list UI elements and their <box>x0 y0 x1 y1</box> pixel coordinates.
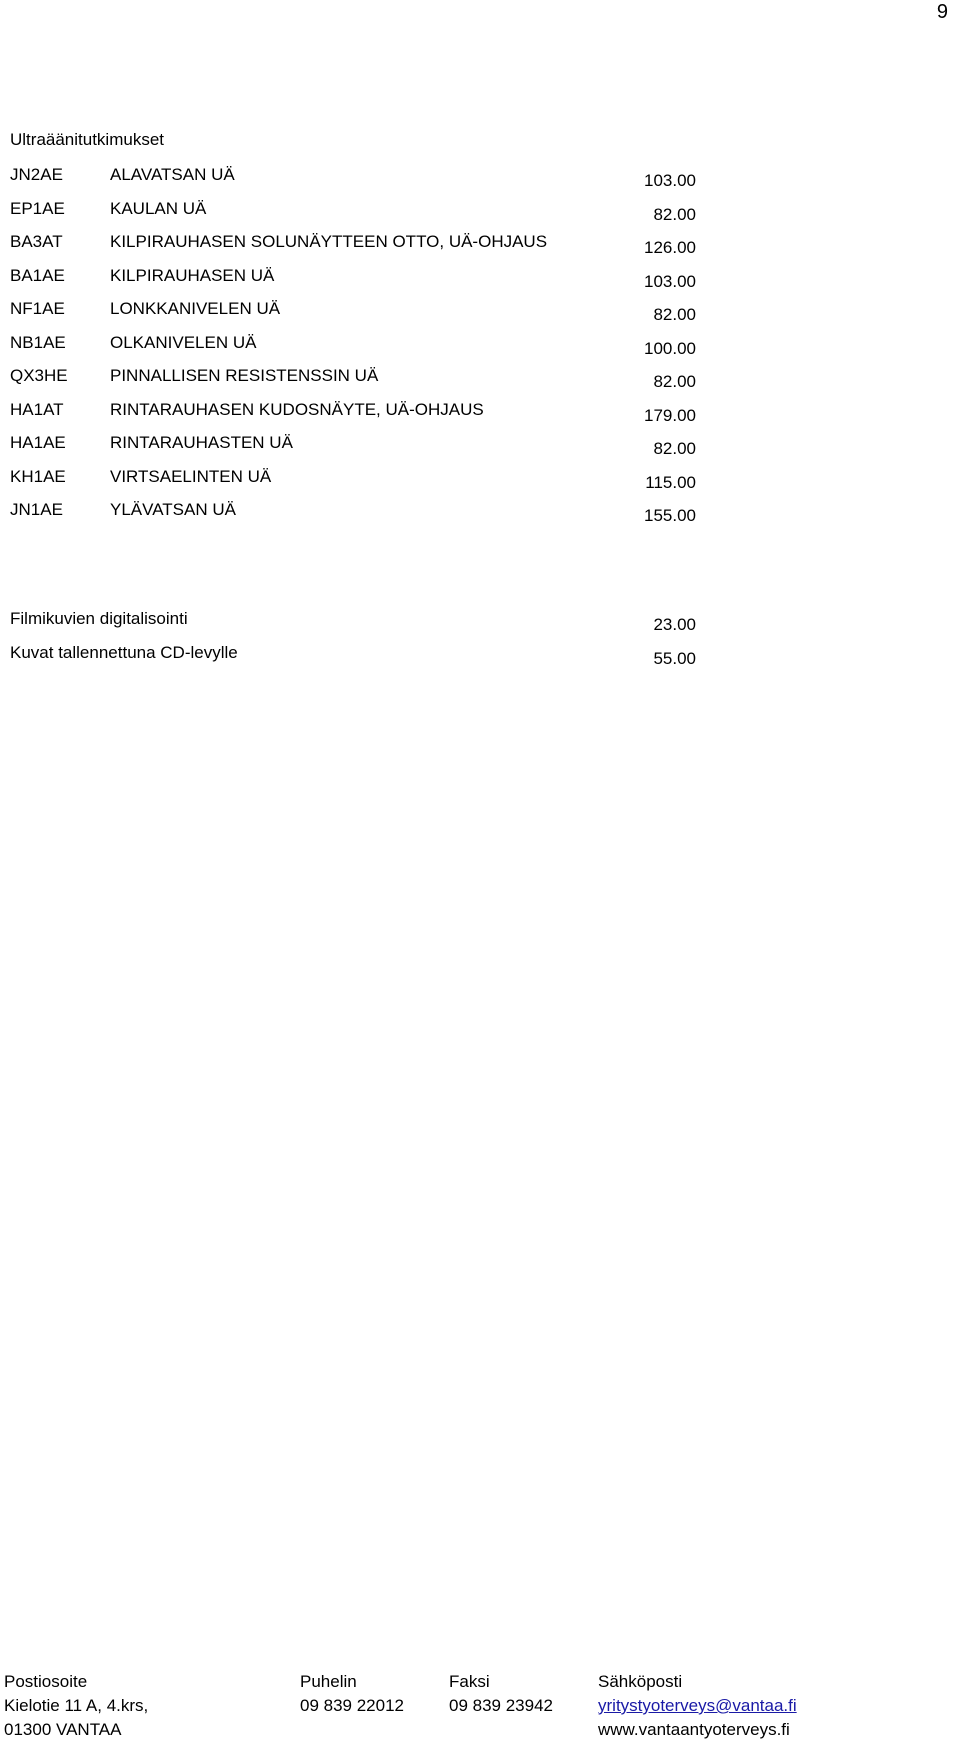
procedure-price: 155.00 <box>644 506 696 525</box>
footer-fax-heading: Faksi <box>449 1672 490 1691</box>
procedure-description: RINTARAUHASTEN UÄ <box>110 433 293 452</box>
procedure-price: 82.00 <box>653 372 696 391</box>
procedure-description: RINTARAUHASEN KUDOSNÄYTE, UÄ-OHJAUS <box>110 400 484 419</box>
procedure-description: PINNALLISEN RESISTENSSIN UÄ <box>110 366 379 385</box>
footer-postal-code-city: 01300 VANTAA <box>4 1720 122 1739</box>
price-row <box>0 299 700 333</box>
price-row <box>0 199 700 233</box>
procedure-price: 103.00 <box>644 171 696 190</box>
extra-service-label: Filmikuvien digitalisointi <box>10 609 188 628</box>
procedure-price: 82.00 <box>653 439 696 458</box>
footer-fax <box>449 1670 553 1718</box>
price-row <box>0 333 700 367</box>
procedure-price: 100.00 <box>644 339 696 358</box>
price-row <box>0 366 700 400</box>
procedure-price: 82.00 <box>653 305 696 324</box>
extra-service-row <box>0 609 700 643</box>
price-row <box>0 400 700 434</box>
procedure-description: KILPIRAUHASEN SOLUNÄYTTEEN OTTO, UÄ-OHJAUS <box>110 232 548 251</box>
page-footer <box>0 1670 960 1745</box>
footer-postal-heading: Postiosoite <box>4 1672 88 1691</box>
extra-service-label: Kuvat tallennettuna CD-levylle <box>10 643 238 662</box>
footer-phone-heading: Puhelin <box>300 1672 357 1691</box>
procedure-price: 115.00 <box>645 473 696 492</box>
procedure-description: YLÄVATSAN UÄ <box>110 500 236 519</box>
price-row <box>0 500 700 534</box>
page-number: 9 <box>936 1 948 23</box>
price-row <box>0 467 700 501</box>
procedure-description: KILPIRAUHASEN UÄ <box>110 266 275 285</box>
procedure-code: BA1AE <box>10 266 65 285</box>
footer-email-heading: Sähköposti <box>598 1672 683 1691</box>
price-row <box>0 232 700 266</box>
price-row <box>0 165 700 199</box>
procedure-code: NB1AE <box>10 333 66 352</box>
procedure-description: VIRTSAELINTEN UÄ <box>110 467 272 486</box>
procedure-description: OLKANIVELEN UÄ <box>110 333 257 352</box>
procedure-code: EP1AE <box>10 199 65 218</box>
footer-phone-number: 09 839 22012 <box>300 1696 404 1715</box>
procedure-code: NF1AE <box>10 299 65 318</box>
procedure-code: QX3HE <box>10 366 68 385</box>
procedure-description: ALAVATSAN UÄ <box>110 165 235 184</box>
procedure-price: 179.00 <box>644 406 696 425</box>
procedure-description: LONKKANIVELEN UÄ <box>110 299 281 318</box>
procedure-price: 103.00 <box>644 272 696 291</box>
procedure-code: HA1AT <box>10 400 64 419</box>
footer-email-link[interactable]: yritystyoterveys@vantaa.fi <box>598 1696 797 1715</box>
section-title: Ultraäänitutkimukset <box>10 130 165 149</box>
extra-service-row <box>0 643 700 677</box>
procedure-code: BA3AT <box>10 232 63 251</box>
procedure-price: 82.00 <box>653 205 696 224</box>
footer-fax-number: 09 839 23942 <box>449 1696 553 1715</box>
procedure-code: KH1AE <box>10 467 66 486</box>
footer-email <box>598 1670 797 1742</box>
footer-postal-address <box>4 1670 148 1742</box>
footer-website: www.vantaantyoterveys.fi <box>598 1720 790 1739</box>
extra-service-price: 23.00 <box>653 615 696 634</box>
footer-street-address: Kielotie 11 A, 4.krs, <box>4 1696 149 1715</box>
footer-phone <box>300 1670 404 1718</box>
procedure-price: 126.00 <box>644 238 696 257</box>
procedure-code: JN2AE <box>10 165 63 184</box>
price-row <box>0 433 700 467</box>
extra-service-price: 55.00 <box>653 649 696 668</box>
procedure-code: JN1AE <box>10 500 63 519</box>
procedure-description: KAULAN UÄ <box>110 199 207 218</box>
price-row <box>0 266 700 300</box>
procedure-code: HA1AE <box>10 433 66 452</box>
